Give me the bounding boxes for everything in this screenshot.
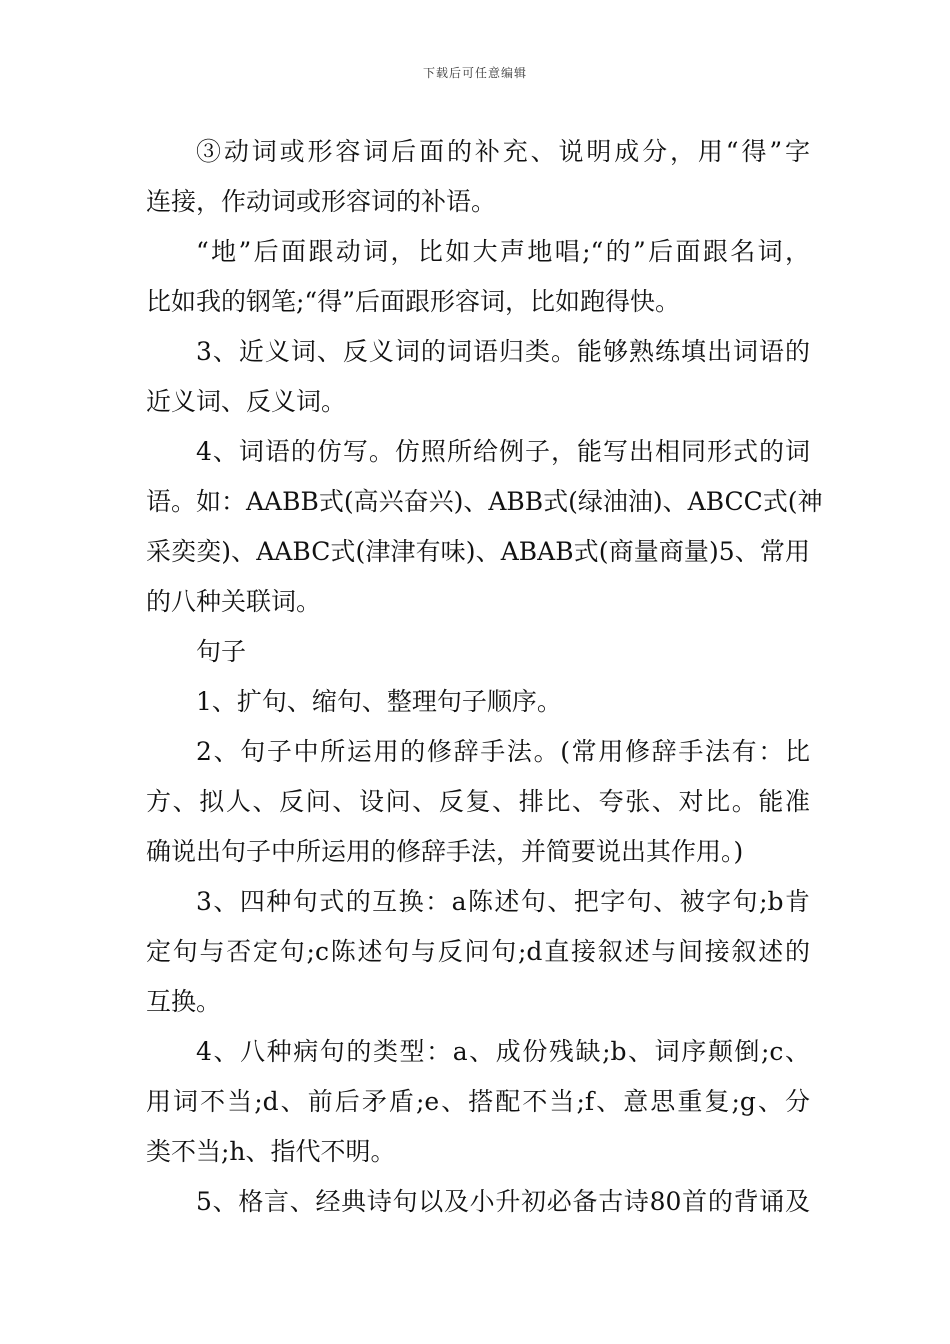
paragraph-line: 近义词、反义词。 [146,387,347,416]
paragraph-line: 1、扩句、缩句、整理句子顺序。 [196,687,562,716]
paragraph-line: 比如我的钢笔;“得”后面跟形容词，比如跑得快。 [146,287,680,316]
paragraph-line: 的八种关联词。 [146,587,322,616]
paragraph-line: 语。如：AABB式(高兴奋兴)、ABB式(绿油油)、ABCC式(神 [146,487,823,516]
paragraph-line: ③动词或形容词后面的补充、说明成分，用“得”字 [196,137,810,166]
paragraph-line: 确说出句子中所运用的修辞手法，并简要说出其作用。) [146,837,744,866]
paragraph-line: “地”后面跟动词，比如大声地唱;“的”后面跟名词， [196,237,810,266]
section-heading: 句子 [196,637,247,666]
page-header: 下载后可任意编辑 [422,66,527,80]
paragraph-line: 3、近义词、反义词的词语归类。能够熟练填出词语的 [196,337,810,366]
paragraph-line: 4、八种病句的类型：a、成份残缺;b、词序颠倒;c、 [196,1037,810,1066]
paragraph-line: 类不当;h、指代不明。 [146,1137,396,1166]
paragraph-line: 用词不当;d、前后矛盾;e、搭配不当;f、意思重复;g、分 [146,1087,810,1116]
paragraph-line: 方、拟人、反问、设问、反复、排比、夸张、对比。能准 [146,787,810,816]
paragraph-line: 5、格言、经典诗句以及小升初必备古诗80首的背诵及 [196,1187,810,1216]
paragraph-line: 2、句子中所运用的修辞手法。(常用修辞手法有：比 [196,737,810,766]
paragraph-line: 互换。 [146,987,222,1016]
paragraph-line: 4、词语的仿写。仿照所给例子，能写出相同形式的词 [196,437,810,466]
document-body [146,127,823,1227]
paragraph-line: 采奕奕)、AABC式(津津有味)、ABAB式(商量商量)5、常用 [146,537,810,566]
paragraph-line: 连接，作动词或形容词的补语。 [146,187,497,216]
paragraph-line: 定句与否定句;c陈述句与反问句;d直接叙述与间接叙述的 [146,937,810,966]
paragraph-line: 3、四种句式的互换：a陈述句、把字句、被字句;b肯 [196,887,810,916]
